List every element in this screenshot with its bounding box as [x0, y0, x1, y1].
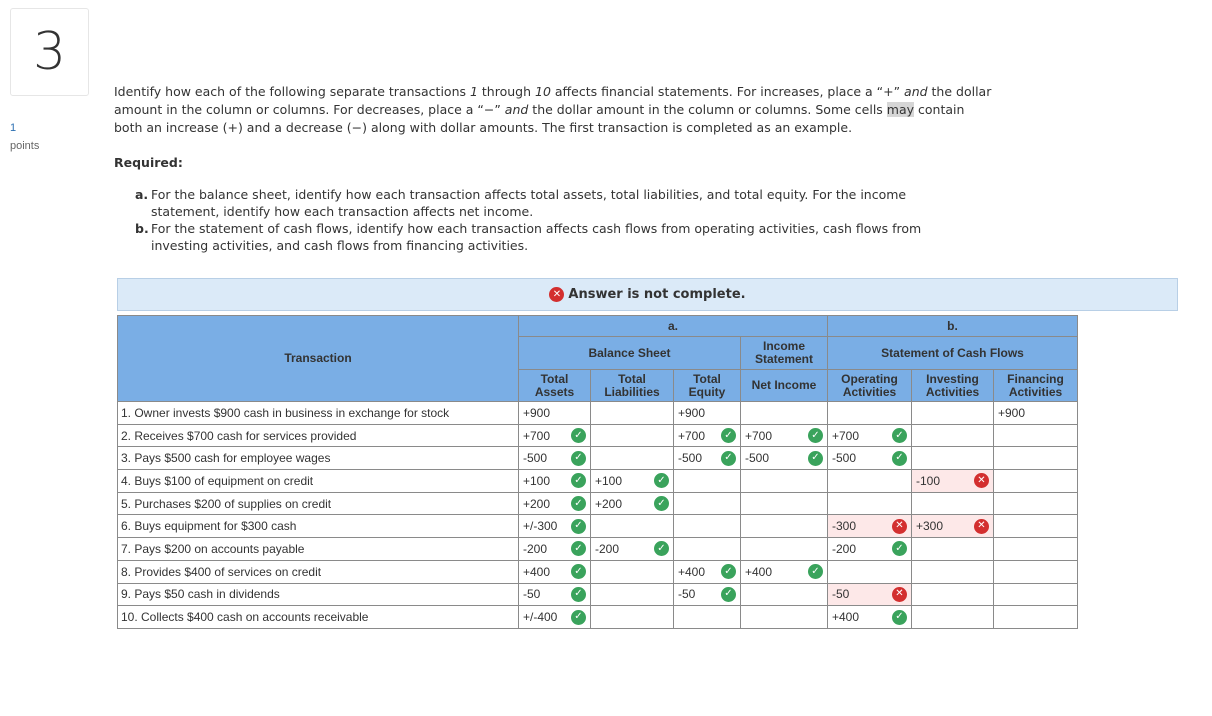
answer-cell[interactable]: [591, 606, 674, 629]
status-text: Answer is not complete.: [568, 287, 746, 302]
answer-value: +700: [523, 428, 551, 443]
x-circle-icon: ✕: [974, 473, 989, 488]
check-circle-icon: ✓: [571, 496, 586, 511]
transaction-label: 7. Pays $200 on accounts payable: [118, 538, 519, 561]
group-b-header: b.: [828, 316, 1078, 337]
answer-cell[interactable]: [519, 424, 591, 447]
answer-cell[interactable]: [741, 515, 828, 538]
table-row: [118, 583, 1078, 606]
cash-flows-header: Statement of Cash Flows: [828, 337, 1078, 370]
required-item-a: a. For the balance sheet, identify how each transaction affects total assets, total liabilities, and total equity. For the income statement, identify how each transaction affects net income.: [135, 187, 907, 219]
answer-value: +700: [745, 428, 773, 443]
transaction-header: Transaction: [118, 316, 519, 402]
answer-cell[interactable]: [519, 447, 591, 470]
answer-cell[interactable]: [741, 583, 828, 606]
points-label: points: [10, 140, 40, 152]
answer-value: -500: [523, 451, 548, 466]
answer-value: +/-300: [523, 519, 558, 534]
answer-value: +900: [998, 405, 1026, 420]
check-circle-icon: ✓: [654, 496, 669, 511]
highlighted-word: may: [886, 102, 915, 117]
answer-cell[interactable]: [591, 402, 674, 425]
check-circle-icon: ✓: [721, 428, 736, 443]
question-number: 3: [10, 8, 89, 96]
check-circle-icon: ✓: [808, 451, 823, 466]
check-circle-icon: ✓: [808, 428, 823, 443]
answer-cell[interactable]: [828, 583, 912, 606]
answer-cell[interactable]: [519, 515, 591, 538]
col-net-income: Net Income: [741, 370, 828, 402]
answer-value: +300: [916, 519, 944, 534]
answer-cell[interactable]: [912, 470, 994, 493]
answer-cell[interactable]: [994, 538, 1078, 561]
answer-value: -50: [678, 587, 696, 602]
col-financing-activities: Financing Activities: [994, 370, 1078, 402]
answer-value: +100: [523, 473, 551, 488]
answer-cell[interactable]: [674, 583, 741, 606]
answer-cell[interactable]: [674, 606, 741, 629]
answer-cell[interactable]: [519, 470, 591, 493]
x-circle-icon: ✕: [549, 287, 564, 302]
answer-cell[interactable]: [828, 470, 912, 493]
check-circle-icon: ✓: [892, 428, 907, 443]
answer-cell[interactable]: [828, 606, 912, 629]
required-heading: Required:: [114, 155, 183, 170]
answer-cell[interactable]: [591, 583, 674, 606]
answer-cell[interactable]: [674, 424, 741, 447]
check-circle-icon: ✓: [571, 519, 586, 534]
check-circle-icon: ✓: [892, 610, 907, 625]
answer-cell[interactable]: [519, 560, 591, 583]
answer-cell[interactable]: [994, 560, 1078, 583]
check-circle-icon: ✓: [892, 541, 907, 556]
answer-value: +700: [678, 428, 706, 443]
group-a-header: a.: [519, 316, 828, 337]
transaction-label: 1. Owner invests $900 cash in business in exchange for stock: [118, 402, 519, 425]
answer-value: -500: [745, 451, 770, 466]
col-investing-activities: Investing Activities: [912, 370, 994, 402]
answer-value: +400: [523, 564, 551, 579]
status-banner: [117, 278, 1178, 311]
answer-cell[interactable]: [519, 402, 591, 425]
answer-value: +400: [678, 564, 706, 579]
answer-cell[interactable]: [741, 492, 828, 515]
answer-cell[interactable]: [591, 560, 674, 583]
check-circle-icon: ✓: [721, 451, 736, 466]
check-circle-icon: ✓: [808, 564, 823, 579]
answer-cell[interactable]: [994, 424, 1078, 447]
answer-cell[interactable]: [828, 538, 912, 561]
answer-cell[interactable]: [828, 424, 912, 447]
answer-cell[interactable]: [912, 538, 994, 561]
table-row: [118, 424, 1078, 447]
answer-value: -200: [595, 541, 620, 556]
check-circle-icon: ✓: [571, 564, 586, 579]
answer-cell[interactable]: [519, 583, 591, 606]
answer-cell[interactable]: [912, 492, 994, 515]
answer-value: +200: [595, 496, 623, 511]
check-circle-icon: ✓: [654, 473, 669, 488]
col-operating-activities: Operating Activities: [828, 370, 912, 402]
answer-cell[interactable]: [741, 560, 828, 583]
answer-cell[interactable]: [912, 447, 994, 470]
answer-cell[interactable]: [741, 470, 828, 493]
table-row: [118, 402, 1078, 425]
answer-cell[interactable]: [741, 606, 828, 629]
answer-value: -50: [523, 587, 541, 602]
answer-cell[interactable]: [828, 402, 912, 425]
x-circle-icon: ✕: [974, 519, 989, 534]
check-circle-icon: ✓: [721, 564, 736, 579]
answer-cell[interactable]: [741, 424, 828, 447]
answer-cell[interactable]: [741, 447, 828, 470]
col-total-assets: Total Assets: [519, 370, 591, 402]
table-row: [118, 515, 1078, 538]
answer-value: +400: [745, 564, 773, 579]
answer-cell[interactable]: [591, 447, 674, 470]
check-circle-icon: ✓: [571, 541, 586, 556]
answer-cell[interactable]: [912, 515, 994, 538]
table-row: [118, 606, 1078, 629]
answer-value: +200: [523, 496, 551, 511]
answer-cell[interactable]: [994, 470, 1078, 493]
answer-cell[interactable]: [828, 447, 912, 470]
answer-value: +400: [832, 610, 860, 625]
check-circle-icon: ✓: [892, 451, 907, 466]
answer-value: -100: [916, 473, 941, 488]
required-list: [135, 186, 965, 254]
answer-value: +900: [678, 405, 706, 420]
answer-cell[interactable]: [994, 492, 1078, 515]
transaction-label: 5. Purchases $200 of supplies on credit: [118, 492, 519, 515]
check-circle-icon: ✓: [654, 541, 669, 556]
required-item-b: b. For the statement of cash flows, identify how each transaction affects cash flows from operating activities, cash flows from investing activities, and cash flows from financing activities.: [135, 221, 922, 253]
table-body: [118, 402, 1078, 629]
answer-cell[interactable]: [519, 606, 591, 629]
answer-value: -300: [832, 519, 857, 534]
table-row: [118, 560, 1078, 583]
transaction-label: 10. Collects $400 cash on accounts receivable: [118, 606, 519, 629]
check-circle-icon: ✓: [571, 451, 586, 466]
answer-cell[interactable]: [994, 447, 1078, 470]
transaction-label: 3. Pays $500 cash for employee wages: [118, 447, 519, 470]
answer-cell[interactable]: [674, 492, 741, 515]
answer-table: [117, 315, 1078, 629]
check-circle-icon: ✓: [571, 428, 586, 443]
answer-value: -500: [832, 451, 857, 466]
transaction-label: 9. Pays $50 cash in dividends: [118, 583, 519, 606]
answer-cell[interactable]: [674, 447, 741, 470]
answer-cell[interactable]: [519, 538, 591, 561]
answer-cell[interactable]: [591, 492, 674, 515]
answer-cell[interactable]: [741, 402, 828, 425]
table-row: [118, 538, 1078, 561]
answer-value: -200: [832, 541, 857, 556]
col-total-liabilities: Total Liabilities: [591, 370, 674, 402]
answer-cell[interactable]: [741, 538, 828, 561]
answer-value: +/-400: [523, 610, 558, 625]
answer-cell[interactable]: [828, 515, 912, 538]
transaction-label: 4. Buys $100 of equipment on credit: [118, 470, 519, 493]
answer-cell[interactable]: [828, 560, 912, 583]
answer-cell[interactable]: [912, 402, 994, 425]
answer-value: +900: [523, 405, 551, 420]
transaction-label: 2. Receives $700 cash for services provided: [118, 424, 519, 447]
answer-cell[interactable]: [912, 424, 994, 447]
check-circle-icon: ✓: [571, 473, 586, 488]
answer-cell[interactable]: [674, 470, 741, 493]
answer-cell[interactable]: [591, 515, 674, 538]
answer-cell[interactable]: [591, 470, 674, 493]
answer-cell[interactable]: [994, 402, 1078, 425]
answer-value: +700: [832, 428, 860, 443]
answer-cell[interactable]: [674, 538, 741, 561]
transaction-label: 8. Provides $400 of services on credit: [118, 560, 519, 583]
instructions: Identify how each of the following separate transactions 1 through 10 affects financial statements. For increases, place a “+” and the dollar amount in the column or columns. For decreases, place a “−” and the dollar amount in the column or columns. Some cells may contain both an increase (+) and a decrease (−) along with dollar amounts. The first transaction is completed as an example.: [114, 84, 992, 135]
answer-cell[interactable]: [994, 606, 1078, 629]
answer-cell[interactable]: [674, 515, 741, 538]
answer-value: -50: [832, 587, 850, 602]
answer-cell[interactable]: [828, 492, 912, 515]
answer-value: -500: [678, 451, 703, 466]
table-row: [118, 470, 1078, 493]
income-statement-header: Income Statement: [741, 337, 828, 370]
answer-cell[interactable]: [912, 583, 994, 606]
answer-value: +100: [595, 473, 623, 488]
answer-cell[interactable]: [994, 515, 1078, 538]
answer-cell[interactable]: [674, 560, 741, 583]
transaction-label: 6. Buys equipment for $300 cash: [118, 515, 519, 538]
answer-cell[interactable]: [994, 583, 1078, 606]
check-circle-icon: ✓: [571, 587, 586, 602]
answer-cell[interactable]: [912, 560, 994, 583]
answer-cell[interactable]: [591, 424, 674, 447]
answer-value: -200: [523, 541, 548, 556]
check-circle-icon: ✓: [721, 587, 736, 602]
answer-cell[interactable]: [912, 606, 994, 629]
answer-cell[interactable]: [519, 492, 591, 515]
answer-cell[interactable]: [591, 538, 674, 561]
x-circle-icon: ✕: [892, 519, 907, 534]
answer-cell[interactable]: [674, 402, 741, 425]
table-row: [118, 492, 1078, 515]
balance-sheet-header: Balance Sheet: [519, 337, 741, 370]
check-circle-icon: ✓: [571, 610, 586, 625]
x-circle-icon: ✕: [892, 587, 907, 602]
points-value: 1: [10, 122, 17, 134]
col-total-equity: Total Equity: [674, 370, 741, 402]
table-row: [118, 447, 1078, 470]
